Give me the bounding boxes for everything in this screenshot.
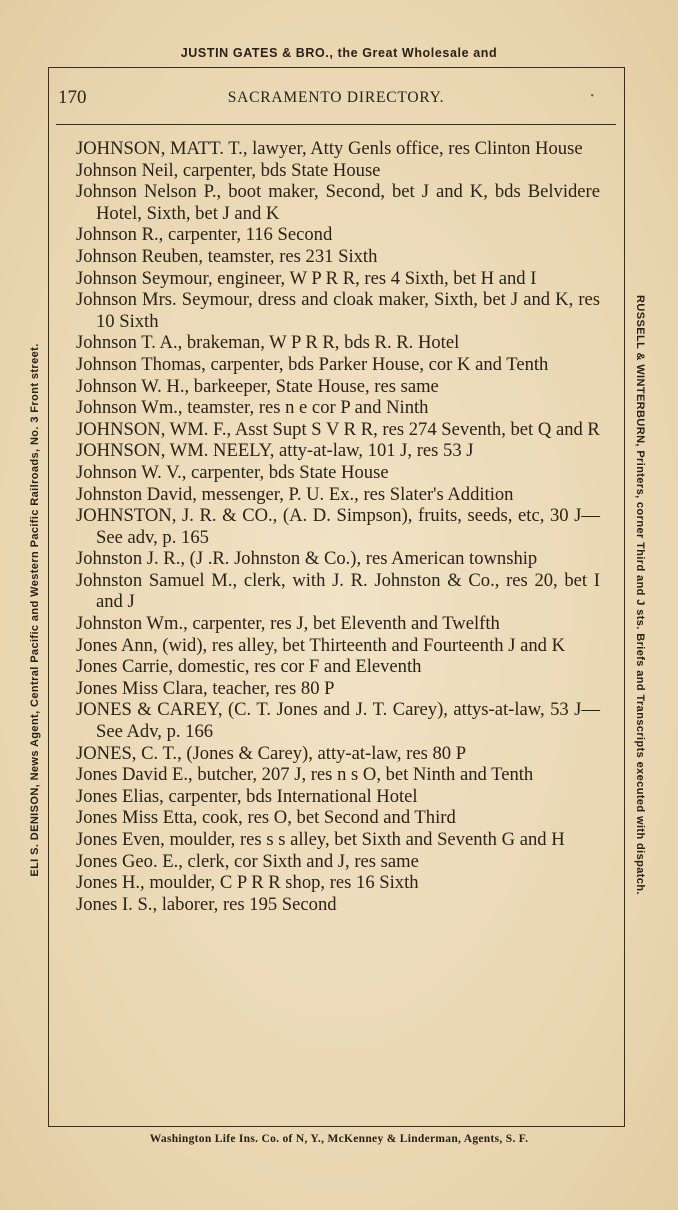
directory-entry: Jones David E., butcher, 207 J, res n s O, bet Ninth and Tenth [76,764,534,786]
directory-entry: Johnson Wm., teamster, res n e cor P and Ninth [76,397,429,419]
directory-entry: Jones Carrie, domestic, res cor F and Eleventh [76,656,422,678]
right-frame-line [624,67,625,1127]
directory-entry: Johnson Mrs. Seymour, dress and cloak maker, Sixth, bet J and K, res 10 Sixth [76,289,600,332]
directory-entry: JONES & CAREY, (C. T. Jones and J. T. Carey), attys-at-law, 53 J—See Adv, p. 166 [76,699,600,743]
directory-entries [76,138,600,915]
directory-entry: Johnston J. R., (J .R. Johnston & Co.), res American township [76,548,538,570]
directory-entry: Jones Even, moulder, res s s alley, bet Sixth and Seventh G and H [76,829,565,850]
right-margin-advertisement: RUSSELL & WINTERBURN, Printers, corner Third and J sts. Briefs and Transcripts executed with dispatch. [634,295,646,895]
directory-entry: Johnston Wm., carpenter, res J, bet Eleventh and Twelfth [76,613,500,635]
bottom-advertisement: Washington Life Ins. Co. of N, Y., McKenney & Linderman, Agents, S. F. [149,1133,529,1145]
directory-entry: JOHNSTON, J. R. & CO., (A. D. Simpson), fruits, seeds, etc, 30 J—See adv, p. 165 [76,505,600,548]
directory-entry: Johnson W. H., barkeeper, State House, res same [76,375,439,397]
directory-entry: Johnston Samuel M., clerk, with J. R. Johnston & Co., res 20, bet I and J [76,569,600,613]
header-mark: • [590,91,594,102]
directory-entry: Johnston David, messenger, P. U. Ex., res Slater's Addition [76,483,514,505]
directory-entry: Johnson Thomas, carpenter, bds Parker House, cor K and Tenth [76,353,549,375]
page-header [56,85,616,113]
directory-entry: Jones H., moulder, C P R R shop, res 16 Sixth [76,872,419,894]
directory-entry: Jones I. S., laborer, res 195 Second [76,893,337,915]
bottom-rule [48,1126,625,1127]
directory-entry: JOHNSON, WM. NEELY, atty-at-law, 101 J, res 53 J [76,440,474,462]
directory-entry: Johnson T. A., brakeman, W P R R, bds R. R. Hotel [76,332,460,354]
left-frame-line [48,67,49,1127]
directory-entry: Johnson W. V., carpenter, bds State House [76,461,389,483]
left-margin-advertisement: ELI S. DENISON, News Agent, Central Pacific and Western Pacific Railroads, No. 3 Front street. [29,343,41,877]
top-advertisement: JUSTIN GATES & BRO., the Great Wholesale and [180,46,498,60]
directory-entry: Jones Ann, (wid), res alley, bet Thirteenth and Fourteenth J and K [76,634,566,656]
directory-entry: JOHNSON, MATT. T., lawyer, Atty Genls office, res Clinton House [76,138,583,159]
directory-entry: Johnson Nelson P., boot maker, Second, bet J and K, bds Belvidere Hotel, Sixth, bet J and K [76,181,600,224]
running-title: SACRAMENTO DIRECTORY. [227,89,445,106]
directory-entry: Johnson Seymour, engineer, W P R R, res 4 Sixth, bet H and I [76,267,537,289]
directory-entry: Jones Miss Clara, teacher, res 80 P [76,677,335,699]
directory-entry: Jones Elias, carpenter, bds International Hotel [76,785,418,807]
directory-entry: Johnson Neil, carpenter, bds State House [76,159,381,181]
directory-entry: Johnson R., carpenter, 116 Second [76,224,333,246]
directory-entry: Jones Miss Etta, cook, res O, bet Second and Third [76,807,456,829]
directory-entry: JOHNSON, WM. F., Asst Supt S V R R, res 274 Seventh, bet Q and R [76,418,600,440]
directory-entry: Johnson Reuben, teamster, res 231 Sixth [76,245,378,267]
header-rule [56,124,616,125]
page-number: 170 [58,87,87,108]
directory-entry: JONES, C. T., (Jones & Carey), atty-at-law, res 80 P [76,742,467,764]
directory-entry: Jones Geo. E., clerk, cor Sixth and J, res same [76,850,419,872]
top-rule [48,67,625,68]
